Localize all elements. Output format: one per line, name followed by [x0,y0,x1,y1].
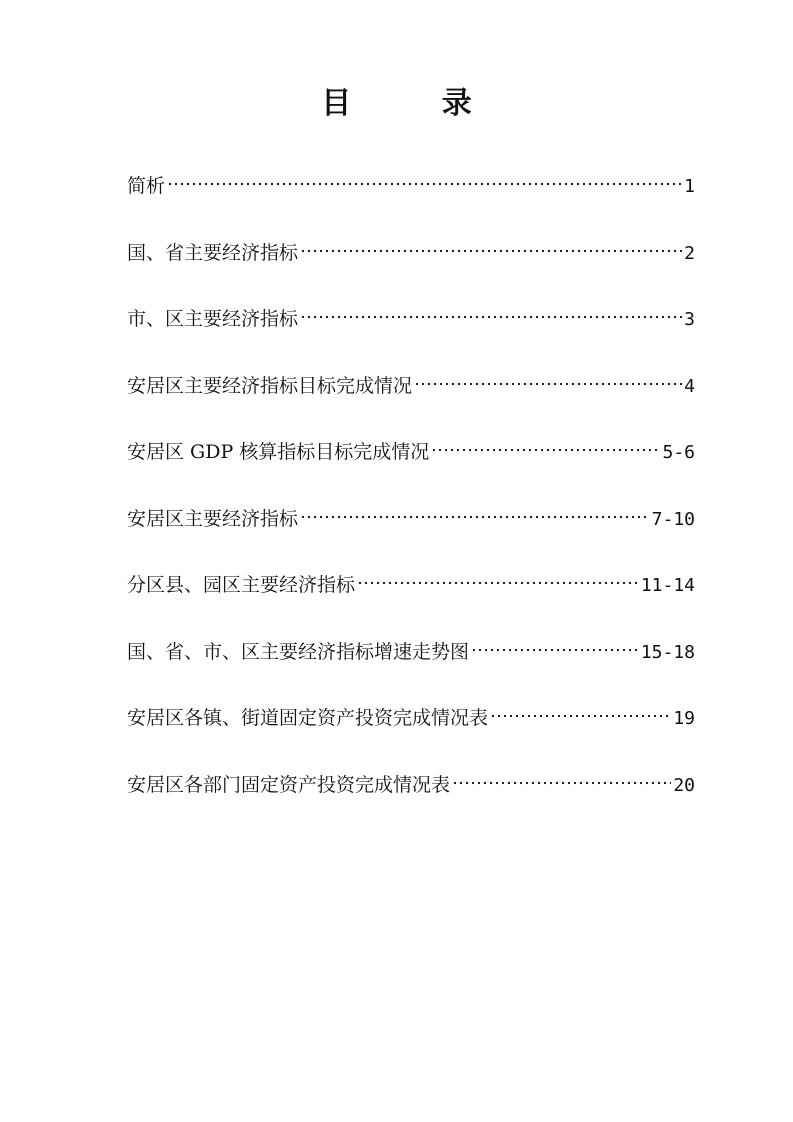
toc-entry-label: 分区县、园区主要经济指标 [127,574,356,596]
toc-entry-label: 安居区主要经济指标 [127,507,299,530]
toc-entry [127,164,695,231]
table-of-contents [127,164,695,829]
toc-dot-leader [490,713,671,719]
toc-entry [127,763,695,830]
toc-entry-label: 安居区主要经济指标目标完成情况 [127,374,413,397]
toc-entry [127,430,695,497]
toc-entry-page: 20 [673,774,695,796]
toc-entry-page: 15-18 [640,641,695,663]
page-title: 目 录 [321,86,512,121]
toc-entry-page: 2 [684,242,695,264]
toc-entry-label: 国、省主要经济指标 [127,241,299,264]
toc-entry-label: 简析 [127,175,166,197]
toc-entry-page: 7-10 [651,508,695,530]
toc-entry-label: 安居区各镇、街道固定资产投资完成情况表 [127,707,489,729]
toc-entry-page: 11-14 [640,575,695,596]
toc-dot-leader [300,248,682,254]
toc-entry [127,563,695,630]
toc-dot-leader [452,780,671,786]
toc-entry-page: 5-6 [662,442,695,463]
toc-entry-label: 安居区各部门固定资产投资完成情况表 [127,773,451,796]
toc-entry [127,231,695,298]
toc-entry [127,696,695,763]
toc-dot-leader [471,647,639,653]
toc-entry-page: 3 [684,309,695,330]
toc-entry [127,630,695,697]
toc-entry-page: 19 [673,708,695,729]
toc-entry [127,497,695,564]
toc-entry [127,297,695,364]
toc-dot-leader [414,381,682,387]
toc-entry-label: 市、区主要经济指标 [127,308,299,330]
toc-dot-leader [357,580,639,586]
toc-dot-leader [431,447,660,453]
toc-entry-page: 1 [684,176,695,197]
toc-dot-leader [300,314,682,320]
toc-dot-leader [300,514,650,520]
toc-entry-label: 安居区 GDP 核算指标目标完成情况 [127,441,430,463]
toc-entry [127,364,695,431]
toc-entry-label: 国、省、市、区主要经济指标增速走势图 [127,640,470,663]
toc-dot-leader [167,181,682,187]
toc-entry-page: 4 [684,375,695,397]
